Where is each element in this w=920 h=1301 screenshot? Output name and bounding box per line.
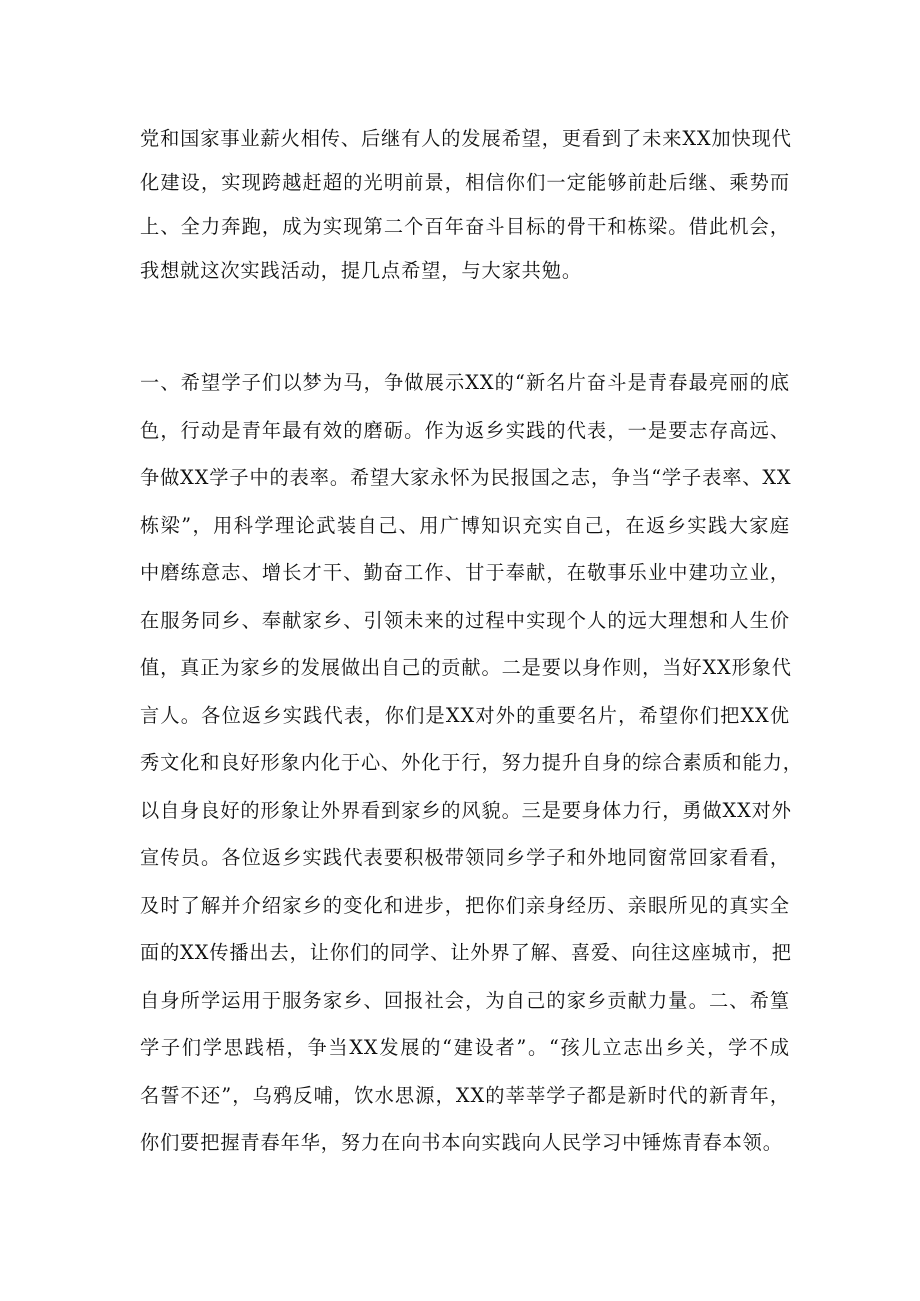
paragraph-closing-intro (140, 124, 790, 300)
text-line: 名誓不还”，乌鸦反哺，饮水思源，XX的莘莘学子都是新时代的新青年， (140, 1083, 790, 1107)
text-line: 我想就这次实践活动，提几点希望，与大家共勉。 (140, 259, 582, 282)
text-line: 色，行动是青年最有效的磨砺。作为返乡实践的代表，一是要志存高远、 (140, 418, 790, 442)
text-line: 宣传员。各位返乡实践代表要积极带领同乡学子和外地同窗常回家看看， (140, 846, 790, 869)
text-line: 一、希望学子们以梦为马，争做展示XX的“新名片奋斗是青春最亮丽的底 (140, 371, 790, 394)
text-line: 中磨练意志、增长才干、勤奋工作、甘于奉献，在敬事乐业中建功立业， (140, 561, 790, 584)
text-line: 化建设，实现跨越赶超的光明前景，相信你们一定能够前赴后继、乘势而 (140, 171, 790, 194)
text-line: 值，真正为家乡的发展做出自己的贡献。二是要以身作则，当好XX形象代 (140, 656, 792, 679)
text-line: 及时了解并介绍家乡的变化和进步，把你们亲身经历、亲眼所见的真实全 (140, 893, 790, 917)
text-line: 言人。各位返乡实践代表，你们是XX对外的重要名片，希望你们把XX优 (140, 703, 790, 727)
text-line: 栋梁”，用科学理论武装自己、用广博知识充实自己，在返乡实践大家庭 (140, 513, 790, 537)
paragraph-hope-one (140, 368, 803, 1176)
text-line: 秀文化和良好形象内化于心、外化于行，努力提升自身的综合素质和能力， (140, 751, 803, 774)
text-line: 党和国家事业薪火相传、后继有人的发展希望，更看到了未来XX加快现代 (140, 127, 792, 150)
text-line: 在服务同乡、奉献家乡、引领未来的过程中实现个人的远大理想和人生价 (140, 608, 790, 632)
text-line: 上、全力奔跑，成为实现第二个百年奋斗目标的骨干和栋梁。借此机会， (140, 215, 790, 238)
text-line: 以自身良好的形象让外界看到家乡的风貌。三是要身体力行，勇做XX对外 (140, 798, 792, 822)
text-line: 争做XX学子中的表率。希望大家永怀为民报国之志，争当“学子表率、XX (140, 466, 792, 489)
text-line: 面的XX传播出去，让你们的同学、让外界了解、喜爱、向往这座城市，把 (140, 941, 792, 964)
text-line: 学子们学思践梧，争当XX发展的“建设者”。“孩儿立志出乡关，学不成 (140, 1036, 790, 1059)
text-line: 自身所学运用于服务家乡、回报社会，为自己的家乡贡献力量。二、希篁 (140, 988, 790, 1012)
text-line: 你们要把握青春年华，努力在向书本向实践向人民学习中锤炼青春本领。 (140, 1131, 783, 1154)
